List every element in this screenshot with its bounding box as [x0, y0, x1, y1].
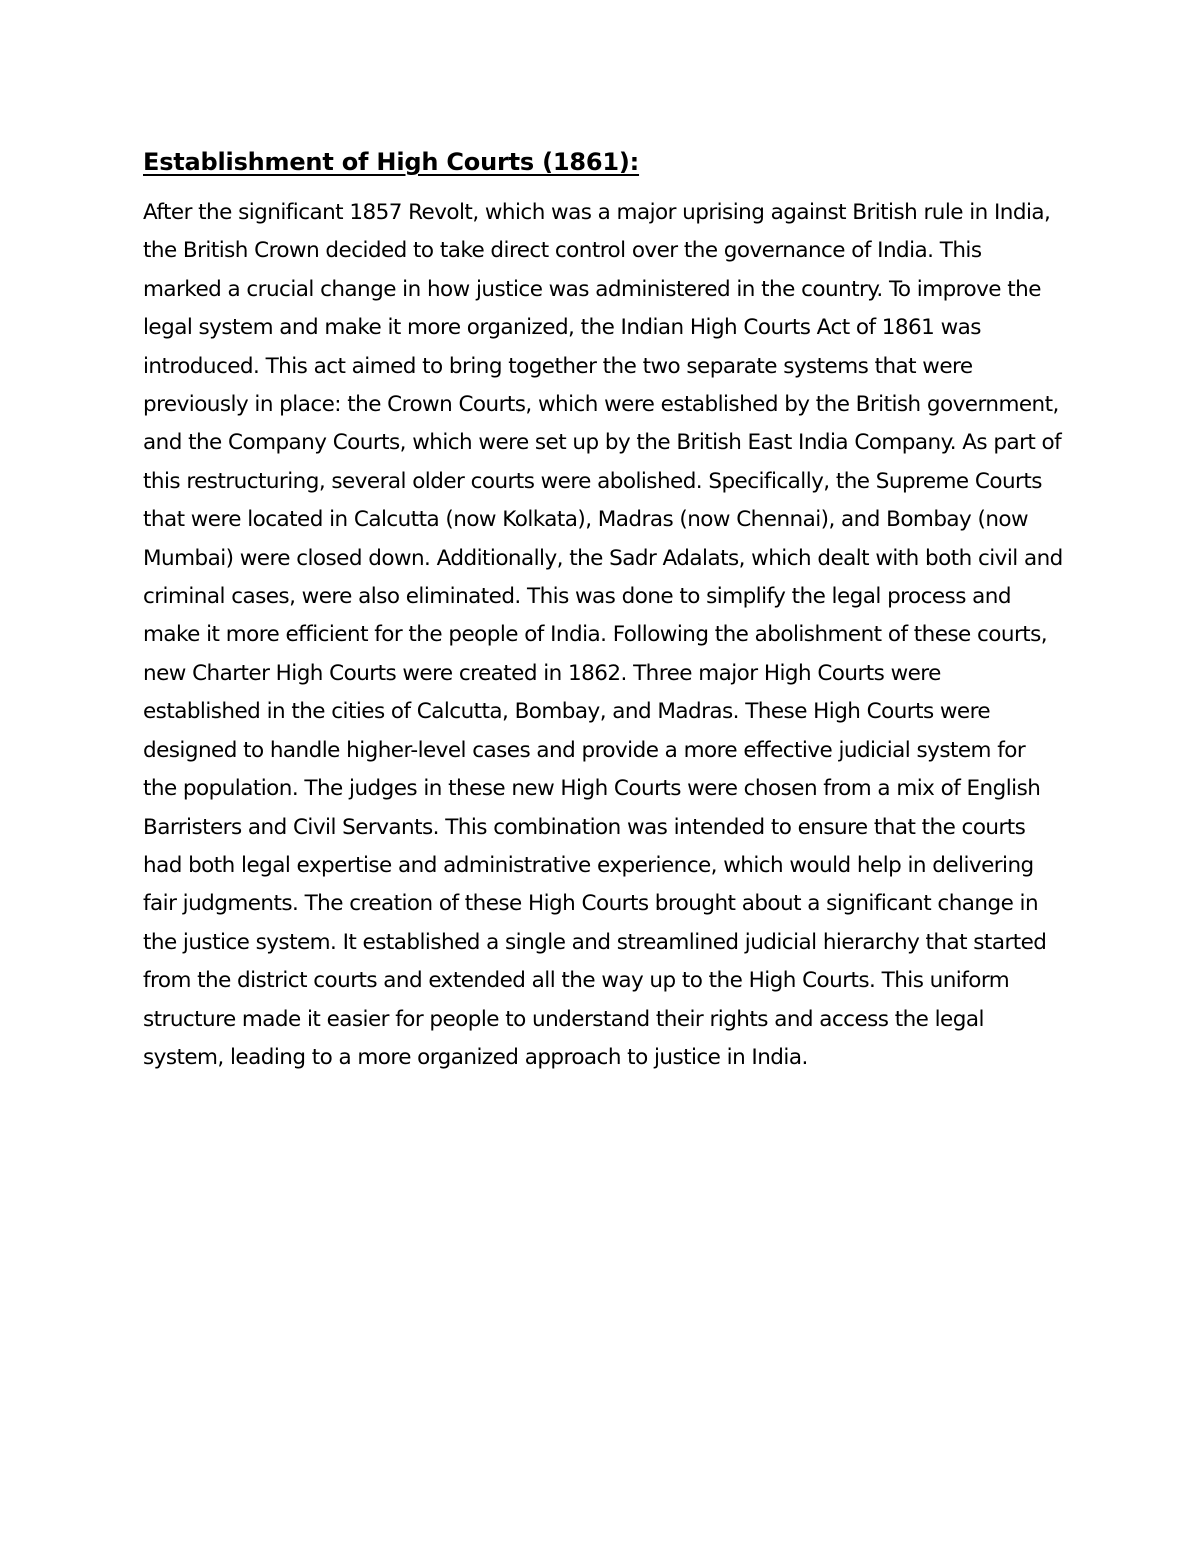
document-content — [143, 142, 1063, 1077]
document-body-paragraph: After the significant 1857 Revolt, which was a major uprising against British rule in India, the British Crown decided to take direct control over the governance of India. This marked a crucial change in how justice was administered in the country. To improve the legal system and make it more organized, the Indian High Courts Act of 1861 was introduced. This act aimed to bring together the two separate systems that were previously in place: the Crown Courts, which were established by the British government, and the Company Courts, which were set up by the British East India Company. As part of this restructuring, several older courts were abolished. Specifically, the Supreme Courts that were located in Calcutta (now Kolkata), Madras (now Chennai), and Bombay (now Mumbai) were closed down. Additionally, the Sadr Adalats, which dealt with both civil and criminal cases, were also eliminated. This was done to simplify the legal process and make it more efficient for the people of India. Following the abolishment of these courts, new Charter High Courts were created in 1862. Three major High Courts were established in the cities of Calcutta, Bombay, and Madras. These High Courts were designed to handle higher-level cases and provide a more effective judicial system for the population. The judges in these new High Courts were chosen from a mix of English Barristers and Civil Servants. This combination was intended to ensure that the courts had both legal expertise and administrative experience, which would help in delivering fair judgments. The creation of these High Courts brought about a significant change in the justice system. It established a single and streamlined judicial hierarchy that started from the district courts and extended all the way up to the High Courts. This uniform structure made it easier for people to understand their rights and access the legal system, leading to a more organized approach to justice in India. — [143, 200, 1063, 1070]
document-title: Establishment of High Courts (1861): — [143, 148, 640, 176]
